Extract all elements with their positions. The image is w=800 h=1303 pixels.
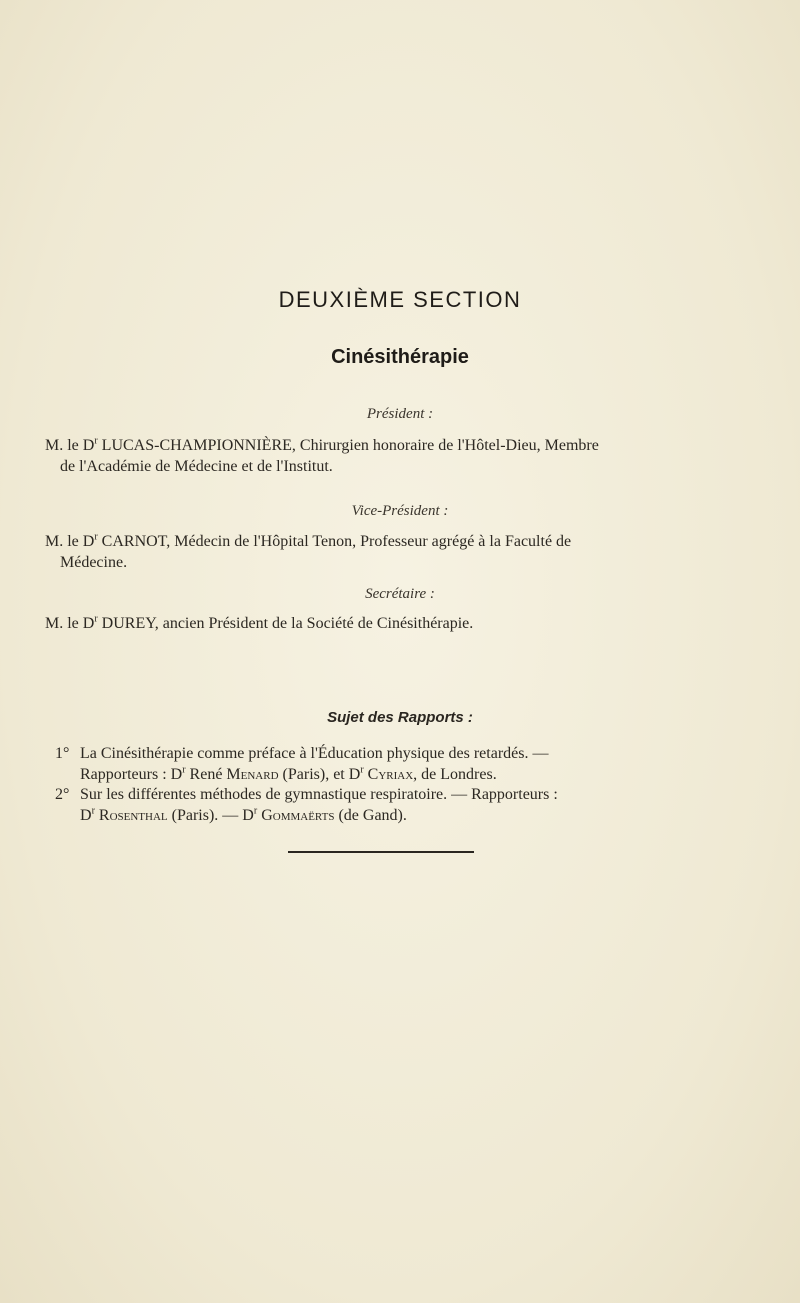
vice-president-line-1: M. le $D^r$ CARNOT, Médecin de l'Hôpital Tenon, Professeur agrégé à la Faculté de: [45, 531, 572, 550]
secretary-line-1: M. le $D^r$ DUREY, ancien Président de la Société de Cinésithérapie.: [45, 613, 474, 632]
rapport-item-2-line-2: $D^r$ Rosenthal (Paris). — $D^r$ Gommaërts (de Gand).: [80, 805, 407, 824]
rapport-item-1-line-2: Rapporteurs : $D^r$ René Menard (Paris), et $D^r$ Cyriax, de Londres.: [80, 764, 497, 783]
president-entry: [45, 435, 745, 477]
vice-president-entry: [45, 531, 745, 573]
sujet-title: Sujet des Rapports :: [327, 709, 473, 726]
vice-president-line-2: Médecine.: [60, 554, 128, 571]
rapport-item-1-line-1: 1° La Cinésithérapie comme préface à l'Éducation physique des retardés. —: [55, 745, 549, 762]
rapport-item-2: [55, 784, 745, 826]
section-divider: [288, 851, 474, 853]
rapport-item-1-number: 1°: [55, 745, 70, 762]
section-heading: DEUXIÈME SECTION: [278, 287, 522, 312]
rapport-item-2-number: 2°: [55, 786, 70, 803]
rapport-item-2-line-1: 2° Sur les différentes méthodes de gymnastique respiratoire. — Rapporteurs :: [55, 786, 558, 803]
rapport-item-1: [55, 743, 745, 785]
president-line-1: M. le $D^r$ LUCAS-CHAMPIONNIÈRE, Chirurgien honoraire de l'Hôtel-Dieu, Membre: [45, 435, 599, 454]
vice-president-role: Vice-Président :: [351, 503, 449, 519]
secretary-entry: [45, 613, 745, 634]
section-subheading: Cinésithérapie: [331, 346, 469, 368]
president-line-2: de l'Académie de Médecine et de l'Institut.: [60, 458, 333, 475]
secretary-role: Secrétaire :: [365, 586, 435, 602]
president-role: Président :: [366, 406, 434, 422]
